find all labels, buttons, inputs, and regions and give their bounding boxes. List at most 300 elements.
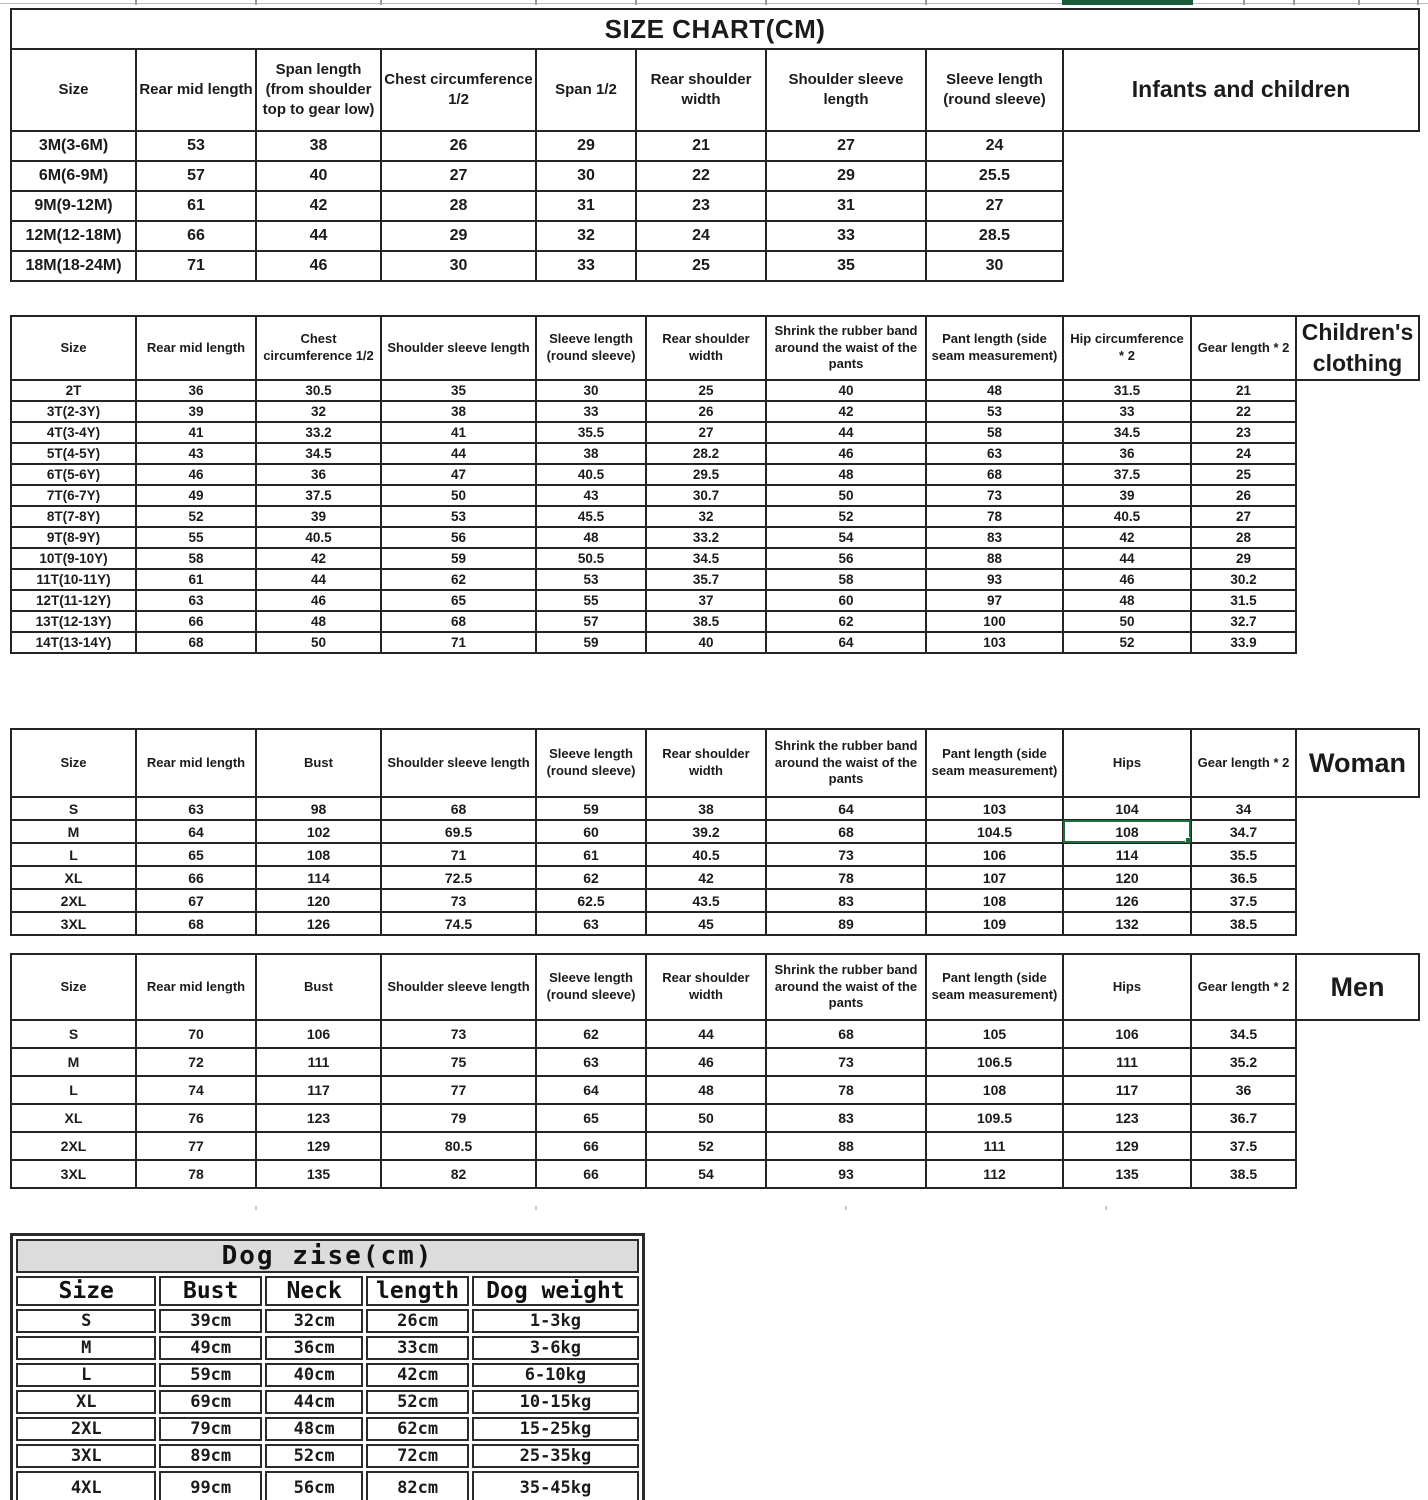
- value-cell: 46: [646, 1048, 766, 1076]
- ruler-tick: [535, 0, 537, 5]
- value-cell: 39cm: [159, 1309, 262, 1333]
- value-cell: 40.5: [646, 843, 766, 866]
- column-header: Pant length (side seam measurement): [926, 729, 1063, 797]
- column-header: Pant length (side seam measurement): [926, 316, 1063, 380]
- value-cell: 29: [536, 131, 636, 161]
- value-cell: 27: [766, 131, 926, 161]
- value-cell: 21: [636, 131, 766, 161]
- value-cell: 56: [766, 548, 926, 569]
- value-cell: 34.5: [646, 548, 766, 569]
- value-cell: 132: [1063, 912, 1191, 935]
- column-header: Rear mid length: [136, 316, 256, 380]
- value-cell: 48: [536, 527, 646, 548]
- value-cell: 53: [381, 506, 536, 527]
- size-cell: 6M(6-9M): [11, 161, 136, 191]
- value-cell: 83: [766, 1104, 926, 1132]
- value-cell: 40.5: [1063, 506, 1191, 527]
- ruler-tick: [1417, 0, 1419, 5]
- value-cell: 22: [1191, 401, 1296, 422]
- value-cell: 64: [136, 820, 256, 843]
- value-cell: 135: [256, 1160, 381, 1188]
- value-cell: 44: [646, 1020, 766, 1048]
- size-cell: 12M(12-18M): [11, 221, 136, 251]
- value-cell: 78: [136, 1160, 256, 1188]
- value-cell: 53: [536, 569, 646, 590]
- value-cell: 63: [536, 912, 646, 935]
- value-cell: 55: [136, 527, 256, 548]
- value-cell: 28: [381, 191, 536, 221]
- value-cell: 82cm: [366, 1471, 469, 1500]
- dog-size-table: [13, 1236, 642, 1500]
- value-cell: 48: [926, 380, 1063, 401]
- value-cell: 42: [646, 866, 766, 889]
- value-cell: 48: [646, 1076, 766, 1104]
- value-cell: 61: [136, 191, 256, 221]
- value-cell: 30: [926, 251, 1063, 281]
- size-cell: 2XL: [16, 1417, 156, 1441]
- value-cell: 36: [256, 464, 381, 485]
- value-cell: 33.2: [256, 422, 381, 443]
- selected-column-indicator: [1062, 0, 1193, 5]
- value-cell: 33cm: [366, 1336, 469, 1360]
- value-cell: 46: [256, 251, 381, 281]
- value-cell: 50: [646, 1104, 766, 1132]
- value-cell: 58: [926, 422, 1063, 443]
- value-cell: 108: [1063, 820, 1191, 843]
- value-cell: 64: [536, 1076, 646, 1104]
- value-cell: 38: [536, 443, 646, 464]
- value-cell: 29: [1191, 548, 1296, 569]
- value-cell: 66: [136, 611, 256, 632]
- value-cell: 27: [646, 422, 766, 443]
- value-cell: 34.5: [256, 443, 381, 464]
- value-cell: 33.9: [1191, 632, 1296, 653]
- value-cell: 24: [1191, 443, 1296, 464]
- value-cell: 48cm: [265, 1417, 363, 1441]
- value-cell: 40cm: [265, 1363, 363, 1387]
- size-cell: 11T(10-11Y): [11, 569, 136, 590]
- value-cell: 76: [136, 1104, 256, 1132]
- value-cell: 46: [1063, 569, 1191, 590]
- value-cell: 104: [1063, 797, 1191, 820]
- value-cell: 42: [766, 401, 926, 422]
- value-cell: 100: [926, 611, 1063, 632]
- value-cell: 62: [381, 569, 536, 590]
- value-cell: 71: [136, 251, 256, 281]
- value-cell: 57: [136, 161, 256, 191]
- value-cell: 44: [256, 221, 381, 251]
- value-cell: 42cm: [366, 1363, 469, 1387]
- value-cell: 35.7: [646, 569, 766, 590]
- value-cell: 39: [1063, 485, 1191, 506]
- column-header: Size: [16, 1276, 156, 1306]
- value-cell: 31.5: [1063, 380, 1191, 401]
- value-cell: 22: [636, 161, 766, 191]
- value-cell: 117: [1063, 1076, 1191, 1104]
- value-cell: 44: [381, 443, 536, 464]
- value-cell: 77: [136, 1132, 256, 1160]
- value-cell: 106.5: [926, 1048, 1063, 1076]
- value-cell: 43.5: [646, 889, 766, 912]
- value-cell: 77: [381, 1076, 536, 1104]
- value-cell: 68: [381, 797, 536, 820]
- value-cell: 43: [536, 485, 646, 506]
- value-cell: 117: [256, 1076, 381, 1104]
- value-cell: 10-15kg: [472, 1390, 639, 1414]
- column-header: Shoulder sleeve length: [381, 954, 536, 1020]
- value-cell: 111: [256, 1048, 381, 1076]
- value-cell: 27: [926, 191, 1063, 221]
- value-cell: 106: [1063, 1020, 1191, 1048]
- value-cell: 40.5: [256, 527, 381, 548]
- ruler-tick: [1293, 0, 1295, 5]
- value-cell: 52: [766, 506, 926, 527]
- value-cell: 71: [381, 843, 536, 866]
- column-header: Hips: [1063, 729, 1191, 797]
- value-cell: 71: [381, 632, 536, 653]
- value-cell: 59cm: [159, 1363, 262, 1387]
- value-cell: 70: [136, 1020, 256, 1048]
- size-cell: 5T(4-5Y): [11, 443, 136, 464]
- value-cell: 66: [136, 866, 256, 889]
- size-cell: 13T(12-13Y): [11, 611, 136, 632]
- value-cell: 25: [646, 380, 766, 401]
- value-cell: 108: [926, 1076, 1063, 1104]
- column-header: Rear shoulder width: [646, 954, 766, 1020]
- size-cell: 3T(2-3Y): [11, 401, 136, 422]
- value-cell: 25: [636, 251, 766, 281]
- value-cell: 80.5: [381, 1132, 536, 1160]
- value-cell: 1-3kg: [472, 1309, 639, 1333]
- value-cell: 50: [381, 485, 536, 506]
- size-cell: 6T(5-6Y): [11, 464, 136, 485]
- value-cell: 62: [536, 866, 646, 889]
- size-cell: XL: [11, 866, 136, 889]
- value-cell: 44: [1063, 548, 1191, 569]
- value-cell: 15-25kg: [472, 1417, 639, 1441]
- size-cell: S: [11, 797, 136, 820]
- value-cell: 88: [926, 548, 1063, 569]
- size-cell: XL: [16, 1390, 156, 1414]
- size-cell: 7T(6-7Y): [11, 485, 136, 506]
- value-cell: 72cm: [366, 1444, 469, 1468]
- value-cell: 83: [926, 527, 1063, 548]
- value-cell: 59: [381, 548, 536, 569]
- value-cell: 21: [1191, 380, 1296, 401]
- value-cell: 24: [926, 131, 1063, 161]
- value-cell: 24: [636, 221, 766, 251]
- value-cell: 106: [256, 1020, 381, 1048]
- gridline-tick: [845, 1206, 847, 1210]
- value-cell: 36cm: [265, 1336, 363, 1360]
- woman-size-table: [10, 728, 1420, 936]
- column-header: Hip circumference * 2: [1063, 316, 1191, 380]
- size-cell: 14T(13-14Y): [11, 632, 136, 653]
- value-cell: 38: [381, 401, 536, 422]
- value-cell: 41: [136, 422, 256, 443]
- value-cell: 39: [256, 506, 381, 527]
- value-cell: 82: [381, 1160, 536, 1188]
- value-cell: 35: [381, 380, 536, 401]
- size-cell: L: [11, 843, 136, 866]
- value-cell: 123: [256, 1104, 381, 1132]
- value-cell: 111: [1063, 1048, 1191, 1076]
- value-cell: 27: [381, 161, 536, 191]
- value-cell: 75: [381, 1048, 536, 1076]
- value-cell: 79: [381, 1104, 536, 1132]
- gridline-top: [0, 3, 1428, 4]
- value-cell: 62: [766, 611, 926, 632]
- column-header: Chest circumference 1/2: [256, 316, 381, 380]
- value-cell: 66: [136, 221, 256, 251]
- size-cell: 12T(11-12Y): [11, 590, 136, 611]
- value-cell: 114: [256, 866, 381, 889]
- value-cell: 35.5: [536, 422, 646, 443]
- size-cell: XL: [11, 1104, 136, 1132]
- column-header: Shoulder sleeve length: [381, 729, 536, 797]
- value-cell: 69cm: [159, 1390, 262, 1414]
- value-cell: 26: [381, 131, 536, 161]
- size-cell: 8T(7-8Y): [11, 506, 136, 527]
- value-cell: 64: [766, 632, 926, 653]
- value-cell: 28: [1191, 527, 1296, 548]
- value-cell: 44: [766, 422, 926, 443]
- ruler-tick: [135, 0, 137, 5]
- dog-table-title: Dog zise(cm): [16, 1239, 639, 1273]
- column-header: Neck: [265, 1276, 363, 1306]
- value-cell: 50: [1063, 611, 1191, 632]
- value-cell: 26cm: [366, 1309, 469, 1333]
- value-cell: 37.5: [1063, 464, 1191, 485]
- men-size-table: [10, 953, 1420, 1189]
- value-cell: 47: [381, 464, 536, 485]
- value-cell: 68: [381, 611, 536, 632]
- children-size-table: [10, 315, 1420, 654]
- value-cell: 66: [536, 1132, 646, 1160]
- size-cell: 2XL: [11, 1132, 136, 1160]
- value-cell: 25: [1191, 464, 1296, 485]
- group-label-infants: Infants and children: [1063, 49, 1419, 131]
- value-cell: 31.5: [1191, 590, 1296, 611]
- value-cell: 34.7: [1191, 820, 1296, 843]
- value-cell: 73: [381, 1020, 536, 1048]
- value-cell: 103: [926, 797, 1063, 820]
- size-cell: S: [16, 1309, 156, 1333]
- value-cell: 78: [766, 1076, 926, 1104]
- size-cell: 9M(9-12M): [11, 191, 136, 221]
- value-cell: 36: [1191, 1076, 1296, 1104]
- size-cell: L: [16, 1363, 156, 1387]
- value-cell: 35.5: [1191, 843, 1296, 866]
- value-cell: 102: [256, 820, 381, 843]
- value-cell: 25-35kg: [472, 1444, 639, 1468]
- value-cell: 40: [256, 161, 381, 191]
- value-cell: 74.5: [381, 912, 536, 935]
- value-cell: 30.2: [1191, 569, 1296, 590]
- value-cell: 59: [536, 797, 646, 820]
- value-cell: 45: [646, 912, 766, 935]
- infants-table-title: SIZE CHART(CM): [11, 9, 1419, 49]
- value-cell: 34.5: [1063, 422, 1191, 443]
- value-cell: 32: [536, 221, 636, 251]
- size-cell: 3XL: [16, 1444, 156, 1468]
- value-cell: 120: [1063, 866, 1191, 889]
- column-header: Dog weight: [472, 1276, 639, 1306]
- column-header: length: [366, 1276, 469, 1306]
- value-cell: 60: [766, 590, 926, 611]
- size-cell: 3XL: [11, 1160, 136, 1188]
- column-header: Bust: [159, 1276, 262, 1306]
- value-cell: 34.5: [1191, 1020, 1296, 1048]
- value-cell: 52: [1063, 632, 1191, 653]
- value-cell: 78: [926, 506, 1063, 527]
- value-cell: 106: [926, 843, 1063, 866]
- size-cell: M: [11, 1048, 136, 1076]
- value-cell: 64: [766, 797, 926, 820]
- value-cell: 97: [926, 590, 1063, 611]
- value-cell: 35-45kg: [472, 1471, 639, 1500]
- value-cell: 60: [536, 820, 646, 843]
- column-header: Sleeve length (round sleeve): [536, 729, 646, 797]
- value-cell: 65: [136, 843, 256, 866]
- value-cell: 69.5: [381, 820, 536, 843]
- value-cell: 79cm: [159, 1417, 262, 1441]
- value-cell: 52cm: [366, 1390, 469, 1414]
- size-cell: 9T(8-9Y): [11, 527, 136, 548]
- column-header: Sleeve length (round sleeve): [926, 49, 1063, 131]
- value-cell: 38: [646, 797, 766, 820]
- value-cell: 73: [766, 843, 926, 866]
- column-header: Shrink the rubber band around the waist of the pants: [766, 729, 926, 797]
- value-cell: 32.7: [1191, 611, 1296, 632]
- value-cell: 120: [256, 889, 381, 912]
- value-cell: 40: [646, 632, 766, 653]
- ruler-tick: [255, 0, 257, 5]
- value-cell: 37.5: [256, 485, 381, 506]
- value-cell: 30: [536, 380, 646, 401]
- ruler-tick: [1243, 0, 1245, 5]
- value-cell: 25.5: [926, 161, 1063, 191]
- column-header: Rear shoulder width: [636, 49, 766, 131]
- column-header: Sleeve length (round sleeve): [536, 954, 646, 1020]
- column-header: Gear length * 2: [1191, 729, 1296, 797]
- value-cell: 45.5: [536, 506, 646, 527]
- value-cell: 68: [136, 912, 256, 935]
- column-header: Rear mid length: [136, 954, 256, 1020]
- column-header: Span 1/2: [536, 49, 636, 131]
- column-header: Size: [11, 49, 136, 131]
- value-cell: 104.5: [926, 820, 1063, 843]
- value-cell: 55: [536, 590, 646, 611]
- column-header: Size: [11, 316, 136, 380]
- column-header: Rear shoulder width: [646, 729, 766, 797]
- value-cell: 73: [381, 889, 536, 912]
- value-cell: 50.5: [536, 548, 646, 569]
- value-cell: 108: [256, 843, 381, 866]
- value-cell: 78: [766, 866, 926, 889]
- value-cell: 105: [926, 1020, 1063, 1048]
- value-cell: 39.2: [646, 820, 766, 843]
- value-cell: 88: [766, 1132, 926, 1160]
- value-cell: 52: [136, 506, 256, 527]
- value-cell: 99cm: [159, 1471, 262, 1500]
- value-cell: 26: [646, 401, 766, 422]
- value-cell: 38.5: [1191, 912, 1296, 935]
- value-cell: 53: [926, 401, 1063, 422]
- value-cell: 40: [766, 380, 926, 401]
- value-cell: 48: [1063, 590, 1191, 611]
- column-header: Rear mid length: [136, 729, 256, 797]
- value-cell: 33: [536, 401, 646, 422]
- size-cell: 2XL: [11, 889, 136, 912]
- value-cell: 89cm: [159, 1444, 262, 1468]
- group-label-children: Children's clothing: [1296, 316, 1419, 380]
- value-cell: 42: [1063, 527, 1191, 548]
- column-header: Shrink the rubber band around the waist of the pants: [766, 954, 926, 1020]
- column-header: Pant length (side seam measurement): [926, 954, 1063, 1020]
- value-cell: 58: [136, 548, 256, 569]
- value-cell: 73: [926, 485, 1063, 506]
- value-cell: 62.5: [536, 889, 646, 912]
- value-cell: 43: [136, 443, 256, 464]
- size-cell: M: [11, 820, 136, 843]
- value-cell: 48: [256, 611, 381, 632]
- gridline-tick: [1105, 1206, 1107, 1210]
- size-cell: M: [16, 1336, 156, 1360]
- value-cell: 52: [646, 1132, 766, 1160]
- column-header: Size: [11, 954, 136, 1020]
- value-cell: 40.5: [536, 464, 646, 485]
- size-cell: 4T(3-4Y): [11, 422, 136, 443]
- ruler-tick: [765, 0, 767, 5]
- column-header: Span length (from shoulder top to gear low): [256, 49, 381, 131]
- value-cell: 56cm: [265, 1471, 363, 1500]
- column-header: Chest circumference 1/2: [381, 49, 536, 131]
- value-cell: 114: [1063, 843, 1191, 866]
- value-cell: 72.5: [381, 866, 536, 889]
- value-cell: 30: [536, 161, 636, 191]
- value-cell: 31: [766, 191, 926, 221]
- value-cell: 57: [536, 611, 646, 632]
- value-cell: 135: [1063, 1160, 1191, 1188]
- column-header: Bust: [256, 729, 381, 797]
- value-cell: 129: [1063, 1132, 1191, 1160]
- value-cell: 36.5: [1191, 866, 1296, 889]
- value-cell: 108: [926, 889, 1063, 912]
- column-header: Rear shoulder width: [646, 316, 766, 380]
- value-cell: 74: [136, 1076, 256, 1104]
- value-cell: 36: [1063, 443, 1191, 464]
- value-cell: 33.2: [646, 527, 766, 548]
- value-cell: 31: [536, 191, 636, 221]
- value-cell: 29: [381, 221, 536, 251]
- group-label-woman: Woman: [1296, 729, 1419, 797]
- value-cell: 36.7: [1191, 1104, 1296, 1132]
- value-cell: 48: [766, 464, 926, 485]
- value-cell: 37.5: [1191, 1132, 1296, 1160]
- value-cell: 67: [136, 889, 256, 912]
- value-cell: 111: [926, 1132, 1063, 1160]
- value-cell: 38.5: [646, 611, 766, 632]
- value-cell: 53: [136, 131, 256, 161]
- value-cell: 38.5: [1191, 1160, 1296, 1188]
- value-cell: 29: [766, 161, 926, 191]
- value-cell: 63: [136, 590, 256, 611]
- value-cell: 41: [381, 422, 536, 443]
- size-cell: S: [11, 1020, 136, 1048]
- value-cell: 27: [1191, 506, 1296, 527]
- value-cell: 56: [381, 527, 536, 548]
